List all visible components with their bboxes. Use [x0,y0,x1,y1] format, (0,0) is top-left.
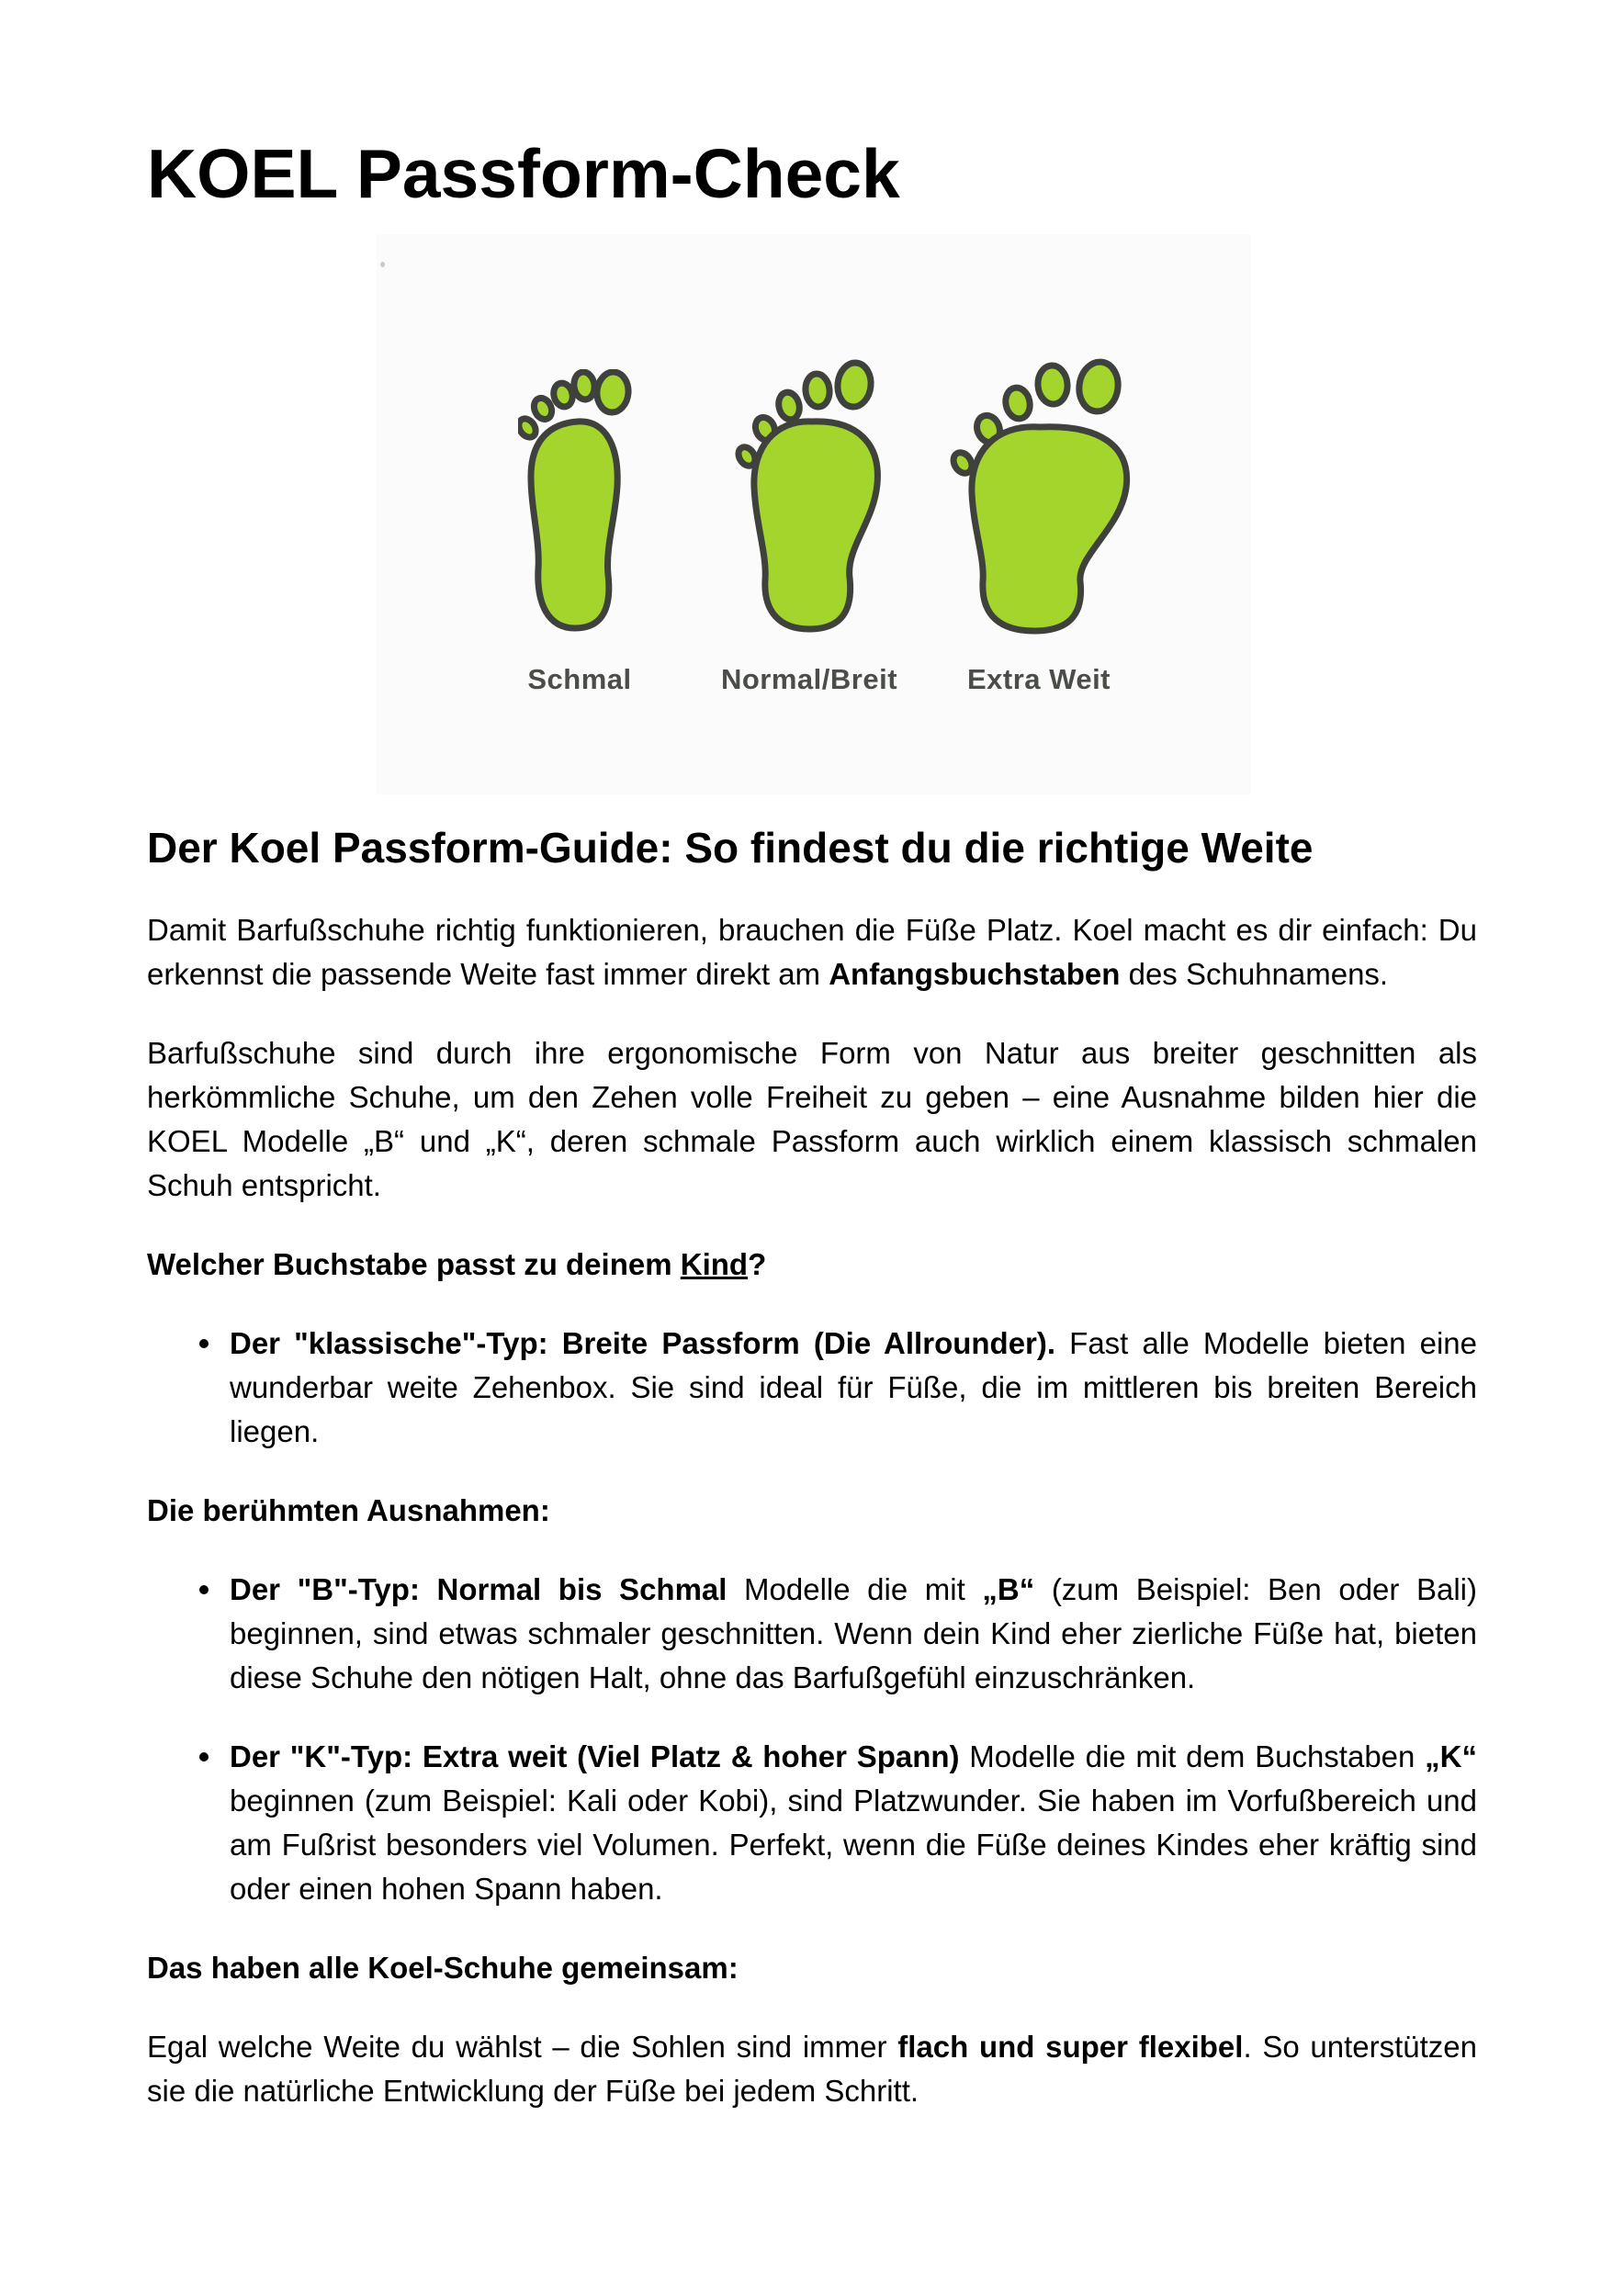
text-run: Der "klassische"-Typ: Breite Passform (Die Allrounder). [230,1326,1056,1360]
common-heading: Das haben alle Koel-Schuhe gemeinsam: [147,1951,739,1985]
list-item-b-type [230,1568,1477,1700]
footwidth-figure [377,234,1251,794]
foot-column-schmal [465,234,694,794]
foot-label-schmal: Schmal [527,663,632,695]
text-run: (zum Beispiel: Ben oder Bali) beginnen, sind etwas schmaler geschnitten. Wenn dein Kind eher zierliche Füße hat, bieten diese Schuhe den nötigen Halt, ohne das Barfußgefühl einzuschränken. [230,1572,1477,1694]
text-run: „K“ [1425,1739,1477,1773]
text-run: . So unterstützen sie die natürliche Entwicklung der Füße bei jedem Schritt. [147,2030,1478,2108]
text-run: Welcher Buchstabe passt zu deinem [147,1247,681,1281]
text-run: Modelle die mit [727,1572,983,1606]
list-item-classic-type [230,1322,1477,1454]
text-run: Der "B"-Typ: Normal bis Schmal [230,1572,727,1606]
text-run: Anfangsbuchstaben [829,957,1121,991]
classic-type-list [147,1322,1477,1454]
text-run: Kind [680,1247,749,1281]
text-run: flach und super flexibel [897,2030,1244,2064]
text-run: Barfußschuhe sind durch ihre ergonomische Form von Natur aus breiter geschnitten als herkömmliche Schuhe, um den Zehen volle Freiheit zu geben – eine Ausnahme bilden hier die KOEL Modelle „B“ und „K“, deren schmale Passform auch wirklich einem klassisch schmalen Schuh entspricht. [147,1036,1477,1202]
text-run: „B“ [982,1572,1035,1606]
letter-question-heading [147,1243,1477,1287]
text-run: ? [748,1247,767,1281]
list-item-k-type [230,1735,1477,1911]
exceptions-list [147,1568,1477,1911]
shape-paragraph [147,1031,1477,1208]
footprint-medium-icon [734,355,885,636]
exceptions-heading: Die berühmten Ausnahmen: [147,1493,550,1527]
text-run: Der "K"-Typ: Extra weit (Viel Platz & hoher Spann) [230,1739,960,1773]
text-run: Damit Barfußschuhe richtig funktionieren, brauchen die Füße Platz. Koel macht es dir einfach: Du erkennst die passende Weite fast immer direkt am [147,913,1477,991]
text-run: beginnen (zum Beispiel: Kali oder Kobi), sind Platzwunder. Sie haben im Vorfußbereich und am Fußrist besonders viel Volumen. Perfekt, wenn die Füße deines Kindes eher kräftig sind oder einen hohen Spann haben. [230,1784,1477,1906]
guide-heading: Der Koel Passform-Guide: So findest du die richtige Weite [147,824,1314,872]
footprint-wide-icon [941,346,1138,636]
foot-column-extra-weit [924,234,1154,794]
common-paragraph [147,2025,1477,2113]
foot-column-normal-breit [694,234,924,794]
foot-label-normal-breit: Normal/Breit [720,663,898,695]
footprint-narrow-icon [518,369,642,636]
text-run: Egal welche Weite du wählst – die Sohlen sind immer [147,2030,898,2064]
text-run: Modelle die mit dem Buchstaben [959,1739,1426,1773]
foot-label-extra-weit: Extra Weit [966,663,1111,695]
document-title: KOEL Passform-Check [147,135,900,212]
text-run: Fast alle Modelle bieten eine wunderbar weite Zehenbox. Sie sind ideal für Füße, die im mittleren bis breiten Bereich liegen. [230,1326,1477,1448]
text-run: des Schuhnamens. [1120,957,1389,991]
intro-paragraph [147,908,1477,996]
